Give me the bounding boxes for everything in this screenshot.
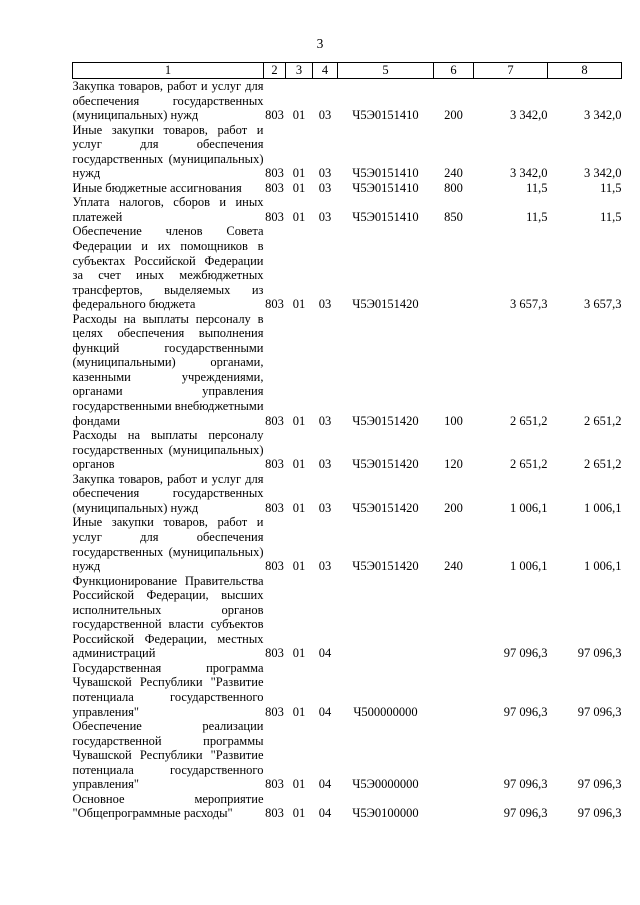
cell-col-3: 01 [292, 500, 306, 515]
item-name: Закупка товаров, работ и услуг для обеспечения государственных (муниципальных) нужд [72, 79, 264, 123]
item-name: Иные закупки товаров, работ и услуг для обеспечения государственных (муниципальных) нужд [72, 122, 264, 181]
cell-col-7: 1 006,1 [510, 559, 548, 574]
cell-col-7: 3 657,3 [510, 297, 548, 312]
cell-col-2: 803 [265, 413, 284, 428]
item-name: Закупка товаров, работ и услуг для обеспечения государственных (муниципальных) нужд [72, 471, 264, 515]
cell-col-4: 04 [318, 704, 332, 719]
cell-col-8: 97 096,3 [577, 704, 622, 719]
cell-col-8: 2 651,2 [584, 413, 622, 428]
cell-col-2: 803 [265, 777, 284, 792]
cell-col-6: 200 [444, 500, 463, 515]
cell-col-4: 03 [318, 209, 332, 224]
cell-col-7: 11,5 [526, 180, 548, 195]
cell-col-8: 97 096,3 [577, 806, 622, 821]
cell-col-5: Ч5Э0151420 [352, 413, 419, 428]
item-name: Государственная программа Чувашской Республики "Развитие потенциала государственного управления" [72, 660, 264, 719]
cell-col-5: Ч5Э0151410 [352, 166, 419, 181]
table-row [73, 195, 622, 224]
page-number: 3 [316, 36, 324, 51]
table-header [73, 63, 622, 79]
table-row [73, 123, 622, 181]
cell-col-5: Ч5Э0151420 [352, 559, 419, 574]
table-body [73, 79, 622, 821]
budget-table [72, 62, 622, 821]
cell-col-5: Ч5Э0151410 [352, 108, 419, 123]
cell-col-3: 01 [292, 457, 306, 472]
table-row [73, 719, 622, 792]
item-name: Расходы на выплаты персоналу в целях обеспечения выполнения функций государственными (муниципальными) органами, казенными учреждениями, органами управления государственными внебюджетными фондами [72, 311, 264, 428]
cell-col-3: 01 [292, 209, 306, 224]
table-row [73, 181, 622, 196]
cell-col-4: 03 [318, 413, 332, 428]
cell-col-2: 803 [265, 559, 284, 574]
cell-col-5: Ч5Э0100000 [352, 806, 419, 821]
cell-col-4: 04 [318, 777, 332, 792]
cell-col-2: 803 [265, 108, 284, 123]
cell-col-4: 03 [318, 457, 332, 472]
cell-col-3: 01 [292, 806, 306, 821]
cell-col-6 [434, 792, 474, 821]
cell-col-8: 97 096,3 [577, 777, 622, 792]
cell-col-2: 803 [265, 806, 284, 821]
item-name: Иные закупки товаров, работ и услуг для обеспечения государственных (муниципальных) нужд [72, 515, 264, 574]
cell-col-2: 803 [265, 180, 284, 195]
item-name: Основное мероприятие "Общепрограммные расходы" [72, 791, 264, 821]
cell-col-5: Ч5Э0151420 [352, 457, 419, 472]
cell-col-2: 803 [265, 297, 284, 312]
header-cell-5: 5 [338, 63, 434, 79]
cell-col-8: 3 342,0 [584, 166, 622, 181]
header-cell-2: 2 [264, 63, 286, 79]
item-name: Иные бюджетные ассигнования [72, 180, 242, 195]
cell-col-4: 03 [318, 559, 332, 574]
header-cell-4: 4 [313, 63, 338, 79]
cell-col-3: 01 [292, 108, 306, 123]
item-name: Обеспечение членов Совета Федерации и их помощников в субъектах Российской Федерации за счет иных межбюджетных трансфертов, выделяемых из федерального бюджета [72, 224, 264, 312]
cell-col-4: 03 [318, 166, 332, 181]
cell-col-7: 97 096,3 [503, 777, 548, 792]
cell-col-6 [434, 719, 474, 792]
cell-col-7: 3 342,0 [510, 166, 548, 181]
cell-col-5: Ч5Э0151420 [352, 500, 419, 515]
cell-col-2: 803 [265, 166, 284, 181]
table-row [73, 574, 622, 661]
cell-col-7: 97 096,3 [503, 646, 548, 661]
cell-col-2: 803 [265, 646, 284, 661]
cell-col-7: 97 096,3 [503, 704, 548, 719]
cell-col-3: 01 [292, 704, 306, 719]
cell-col-8: 2 651,2 [584, 457, 622, 472]
item-name: Расходы на выплаты персоналу государственных (муниципальных) органов [72, 428, 264, 472]
cell-col-5: Ч5Э0000000 [352, 777, 419, 792]
cell-col-8: 1 006,1 [584, 500, 622, 515]
cell-col-8: 11,5 [600, 209, 622, 224]
item-name: Уплата налогов, сборов и иных платежей [72, 195, 264, 224]
header-cell-6: 6 [434, 63, 474, 79]
header-cell-3: 3 [286, 63, 313, 79]
item-name: Функционирование Правительства Российской Федерации, высших исполнительных органов государственной власти субъектов Российской Федерации, местных администраций [72, 573, 264, 661]
cell-col-7: 3 342,0 [510, 108, 548, 123]
table-row [73, 515, 622, 573]
cell-col-8: 1 006,1 [584, 559, 622, 574]
cell-col-8: 3 342,0 [584, 108, 622, 123]
cell-col-3: 01 [292, 166, 306, 181]
cell-col-6: 120 [444, 457, 463, 472]
cell-col-4: 03 [318, 500, 332, 515]
cell-col-4: 03 [318, 180, 332, 195]
cell-col-7: 2 651,2 [510, 457, 548, 472]
cell-col-6 [434, 224, 474, 311]
header-cell-7: 7 [474, 63, 548, 79]
cell-col-3: 01 [292, 180, 306, 195]
table-row [73, 428, 622, 472]
table-row [73, 79, 622, 123]
cell-col-5: Ч5Э0151410 [352, 180, 419, 195]
cell-col-7: 1 006,1 [510, 500, 548, 515]
cell-col-6: 800 [444, 180, 463, 195]
cell-col-6 [434, 661, 474, 719]
cell-col-4: 03 [318, 108, 332, 123]
cell-col-8: 3 657,3 [584, 297, 622, 312]
cell-col-6: 240 [444, 166, 463, 181]
header-cell-1: 1 [73, 63, 264, 79]
cell-col-3: 01 [292, 777, 306, 792]
cell-col-2: 803 [265, 704, 284, 719]
cell-col-5: Ч5Э0151410 [352, 209, 419, 224]
cell-col-4: 04 [318, 646, 332, 661]
cell-col-5: Ч500000000 [353, 704, 418, 719]
cell-col-7: 97 096,3 [503, 806, 548, 821]
table-row [73, 312, 622, 428]
header-row [73, 63, 622, 79]
cell-col-8: 11,5 [600, 180, 622, 195]
cell-col-6: 240 [444, 559, 463, 574]
cell-col-6: 200 [444, 108, 463, 123]
table-row [73, 472, 622, 516]
table-row [73, 792, 622, 821]
cell-col-5 [338, 574, 434, 661]
table-row [73, 661, 622, 719]
cell-col-3: 01 [292, 559, 306, 574]
cell-col-3: 01 [292, 413, 306, 428]
cell-col-3: 01 [292, 646, 306, 661]
cell-col-2: 803 [265, 209, 284, 224]
cell-col-6: 850 [444, 209, 463, 224]
cell-col-6 [434, 574, 474, 661]
cell-col-8: 97 096,3 [577, 646, 622, 661]
cell-col-7: 2 651,2 [510, 413, 548, 428]
cell-col-3: 01 [292, 297, 306, 312]
cell-col-2: 803 [265, 457, 284, 472]
table-row [73, 224, 622, 311]
cell-col-6: 100 [444, 413, 463, 428]
header-cell-8: 8 [548, 63, 622, 79]
cell-col-5: Ч5Э0151420 [352, 297, 419, 312]
cell-col-4: 04 [318, 806, 332, 821]
cell-col-7: 11,5 [526, 209, 548, 224]
cell-col-2: 803 [265, 500, 284, 515]
cell-col-4: 03 [318, 297, 332, 312]
item-name: Обеспечение реализации государственной программы Чувашской Республики "Развитие потенциала государственного управления" [72, 719, 264, 792]
